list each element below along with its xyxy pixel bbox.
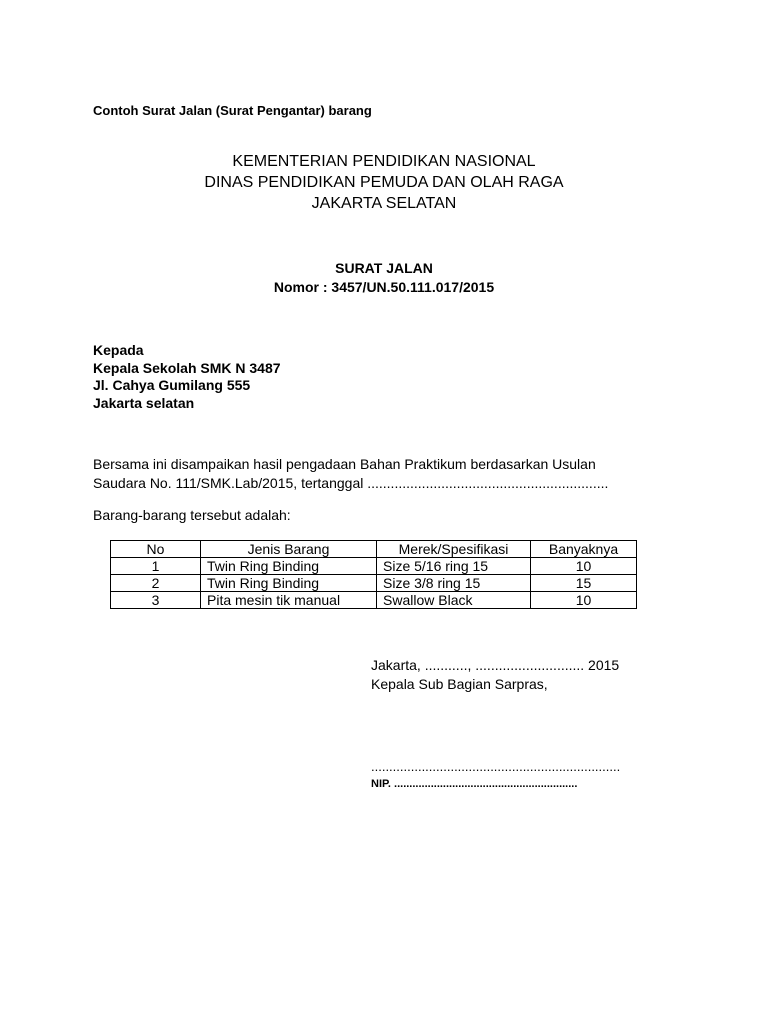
cell-jenis-barang: Pita mesin tik manual	[201, 592, 377, 609]
letter-number: Nomor : 3457/UN.50.111.017/2015	[273, 279, 495, 295]
recipient-name: Kepala Sekolah SMK N 3487	[93, 359, 281, 376]
cell-no: 2	[111, 575, 201, 592]
table-header-row	[111, 541, 637, 558]
letterhead-ministry: KEMENTERIAN PENDIDIKAN NASIONAL	[232, 153, 536, 170]
signature-line: .....................................................................	[371, 759, 621, 774]
letterhead-department: DINAS PENDIDIKAN PEMUDA DAN OLAH RAGA	[204, 174, 564, 191]
cell-no: 3	[111, 592, 201, 609]
intro-line-1: Bersama ini disampaikan hasil pengadaan Bahan Praktikum berdasarkan Usulan	[93, 456, 596, 472]
letterhead	[0, 151, 768, 214]
header-no: No	[111, 541, 201, 558]
cell-merek-spesifikasi: Size 3/8 ring 15	[377, 575, 531, 592]
cell-merek-spesifikasi: Size 5/16 ring 15	[377, 558, 531, 575]
intro-line-2: Saudara No. 111/SMK.Lab/2015, tertanggal ..............................................................	[93, 475, 609, 491]
header-banyaknya: Banyaknya	[531, 541, 637, 558]
table-row	[111, 592, 637, 609]
cell-banyaknya: 10	[531, 592, 637, 609]
items-intro: Barang-barang tersebut adalah:	[93, 507, 291, 523]
cell-jenis-barang: Twin Ring Binding	[201, 575, 377, 592]
cell-merek-spesifikasi: Swallow Black	[377, 592, 531, 609]
recipient-street: Jl. Cahya Gumilang 555	[93, 377, 251, 393]
cell-no: 1	[111, 558, 201, 575]
table-row	[111, 575, 637, 592]
nip-line: NIP. ............................................................	[371, 778, 578, 790]
document-caption: Contoh Surat Jalan (Surat Pengantar) barang	[93, 103, 372, 118]
letter-title	[0, 259, 768, 297]
table-row	[111, 558, 637, 575]
recipient-address	[93, 342, 281, 412]
place-date: Jakarta, ..........., ............................ 2015	[371, 657, 620, 673]
recipient-salutation: Kepada	[93, 342, 144, 358]
letter-heading: SURAT JALAN	[335, 260, 433, 276]
items-table	[110, 540, 637, 609]
cell-banyaknya: 10	[531, 558, 637, 575]
intro-paragraph	[93, 455, 608, 493]
header-merek-spesifikasi: Merek/Spesifikasi	[377, 541, 531, 558]
letterhead-region: JAKARTA SELATAN	[311, 195, 457, 212]
cell-jenis-barang: Twin Ring Binding	[201, 558, 377, 575]
header-jenis-barang: Jenis Barang	[201, 541, 377, 558]
signature-block	[371, 656, 619, 694]
cell-banyaknya: 15	[531, 575, 637, 592]
recipient-city: Jakarta selatan	[93, 394, 195, 411]
signer-position: Kepala Sub Bagian Sarpras,	[371, 676, 548, 692]
